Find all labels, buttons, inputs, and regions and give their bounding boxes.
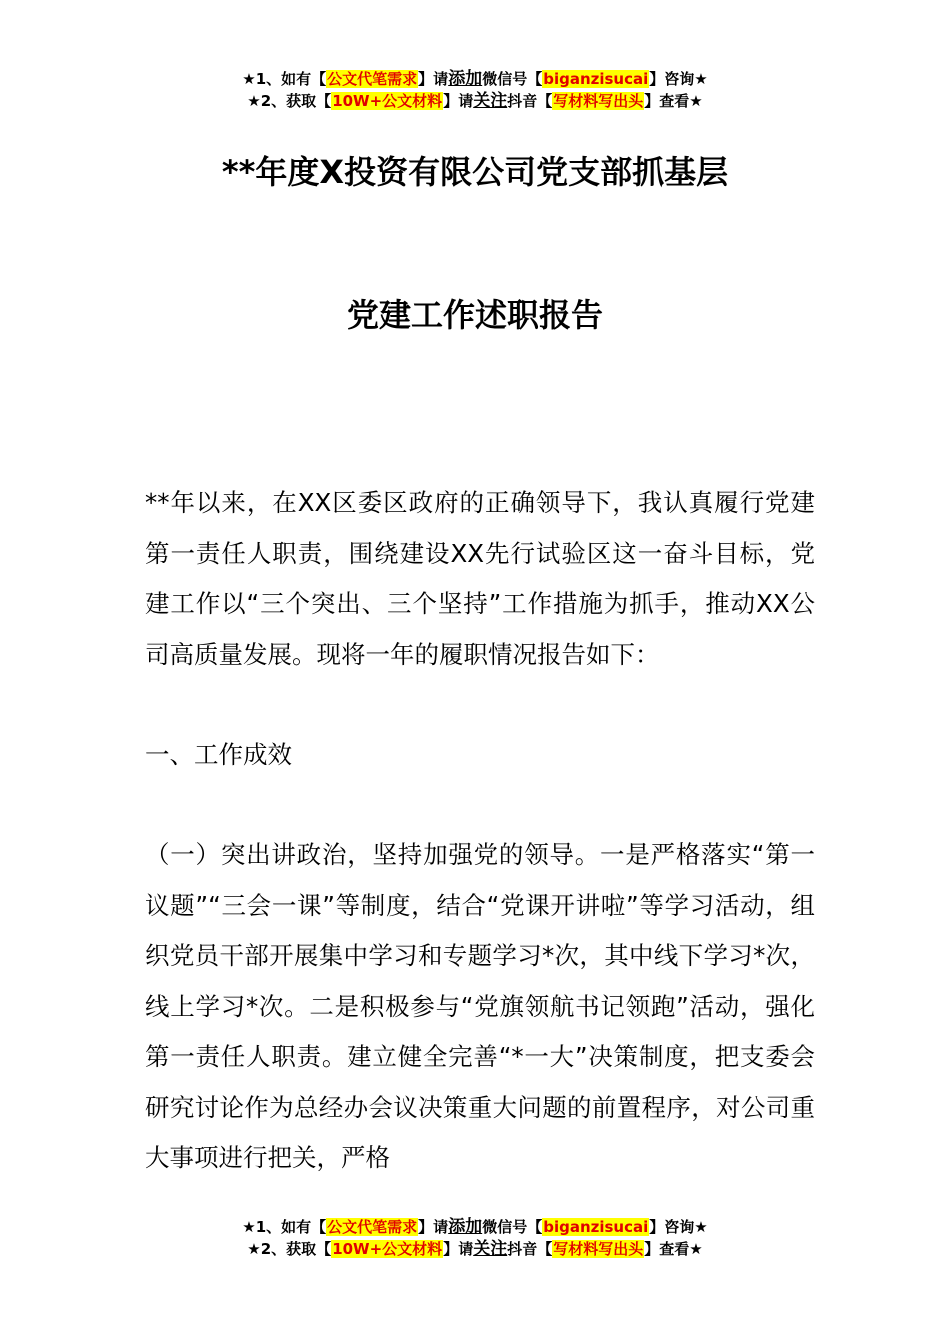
- document-title-line-1: **年度X投资有限公司党支部抓基层: [221, 153, 729, 191]
- banner-text: 微信号【: [482, 70, 543, 88]
- banner-text: ★2、获取【: [247, 92, 332, 110]
- banner-text: ★2、获取【: [247, 1240, 332, 1258]
- banner-text: 】咨询★: [649, 70, 708, 88]
- banner-text: 】请: [443, 1240, 474, 1258]
- banner-highlight: 公文代笔需求: [327, 1218, 418, 1236]
- banner-text: 】查看★: [644, 1240, 703, 1258]
- banner-emphasis: 添加: [448, 1217, 483, 1237]
- banner-highlight: 10W+公文材料: [332, 1240, 443, 1258]
- section-heading: 一、工作成效: [145, 740, 292, 769]
- banner-highlight: 10W+公文材料: [332, 92, 443, 110]
- banner-text: 抖音【: [507, 1240, 553, 1258]
- banner-text: 抖音【: [507, 92, 553, 110]
- banner-highlight: 写材料写出头: [553, 92, 644, 110]
- document-title-line-2: 党建工作述职报告: [346, 296, 603, 334]
- banner-text: 】咨询★: [649, 1218, 708, 1236]
- banner-highlight: biganzisucai: [543, 1218, 649, 1236]
- banner-text: 】请: [443, 92, 474, 110]
- banner-highlight: 公文代笔需求: [327, 70, 418, 88]
- body-paragraph: （一）突出讲政治，坚持加强党的领导。一是严格落实“第一议题”“三会一课”等制度，结合“党课开讲啦”等学习活动，组织党员干部开展集中学习和专题学习*次，其中线下学习*次，线上学习*次。二是积极参与“党旗领航书记领跑”活动，强化第一责任人职责。建立健全完善“*一大”决策制度，把支委会研究讨论作为总经办会议决策重大问题的前置程序，对公司重大事项进行把关，严格: [145, 840, 815, 1172]
- banner-emphasis: 关注: [473, 1239, 508, 1259]
- banner-text: ★1、如有【: [242, 1218, 327, 1236]
- banner-highlight: biganzisucai: [543, 70, 649, 88]
- banner-emphasis: 添加: [448, 69, 483, 89]
- banner-text: 微信号【: [482, 1218, 543, 1236]
- banner-line-1: [0, 1216, 950, 1238]
- header-banner: [0, 68, 950, 112]
- banner-text: 】查看★: [644, 92, 703, 110]
- banner-text: ★1、如有【: [242, 70, 327, 88]
- intro-paragraph: **年以来，在XX区委区政府的正确领导下，我认真履行党建第一责任人职责，围绕建设XX先行试验区这一奋斗目标，党建工作以“三个突出、三个坚持”工作措施为抓手，推动XX公司高质量发展。现将一年的履职情况报告如下：: [145, 488, 815, 669]
- banner-highlight: 写材料写出头: [553, 1240, 644, 1258]
- banner-line-2: [0, 1238, 950, 1260]
- banner-text: 】请: [418, 70, 449, 88]
- banner-text: 】请: [418, 1218, 449, 1236]
- footer-banner: [0, 1216, 950, 1260]
- banner-emphasis: 关注: [473, 91, 508, 111]
- banner-line-1: [0, 68, 950, 90]
- banner-line-2: [0, 90, 950, 112]
